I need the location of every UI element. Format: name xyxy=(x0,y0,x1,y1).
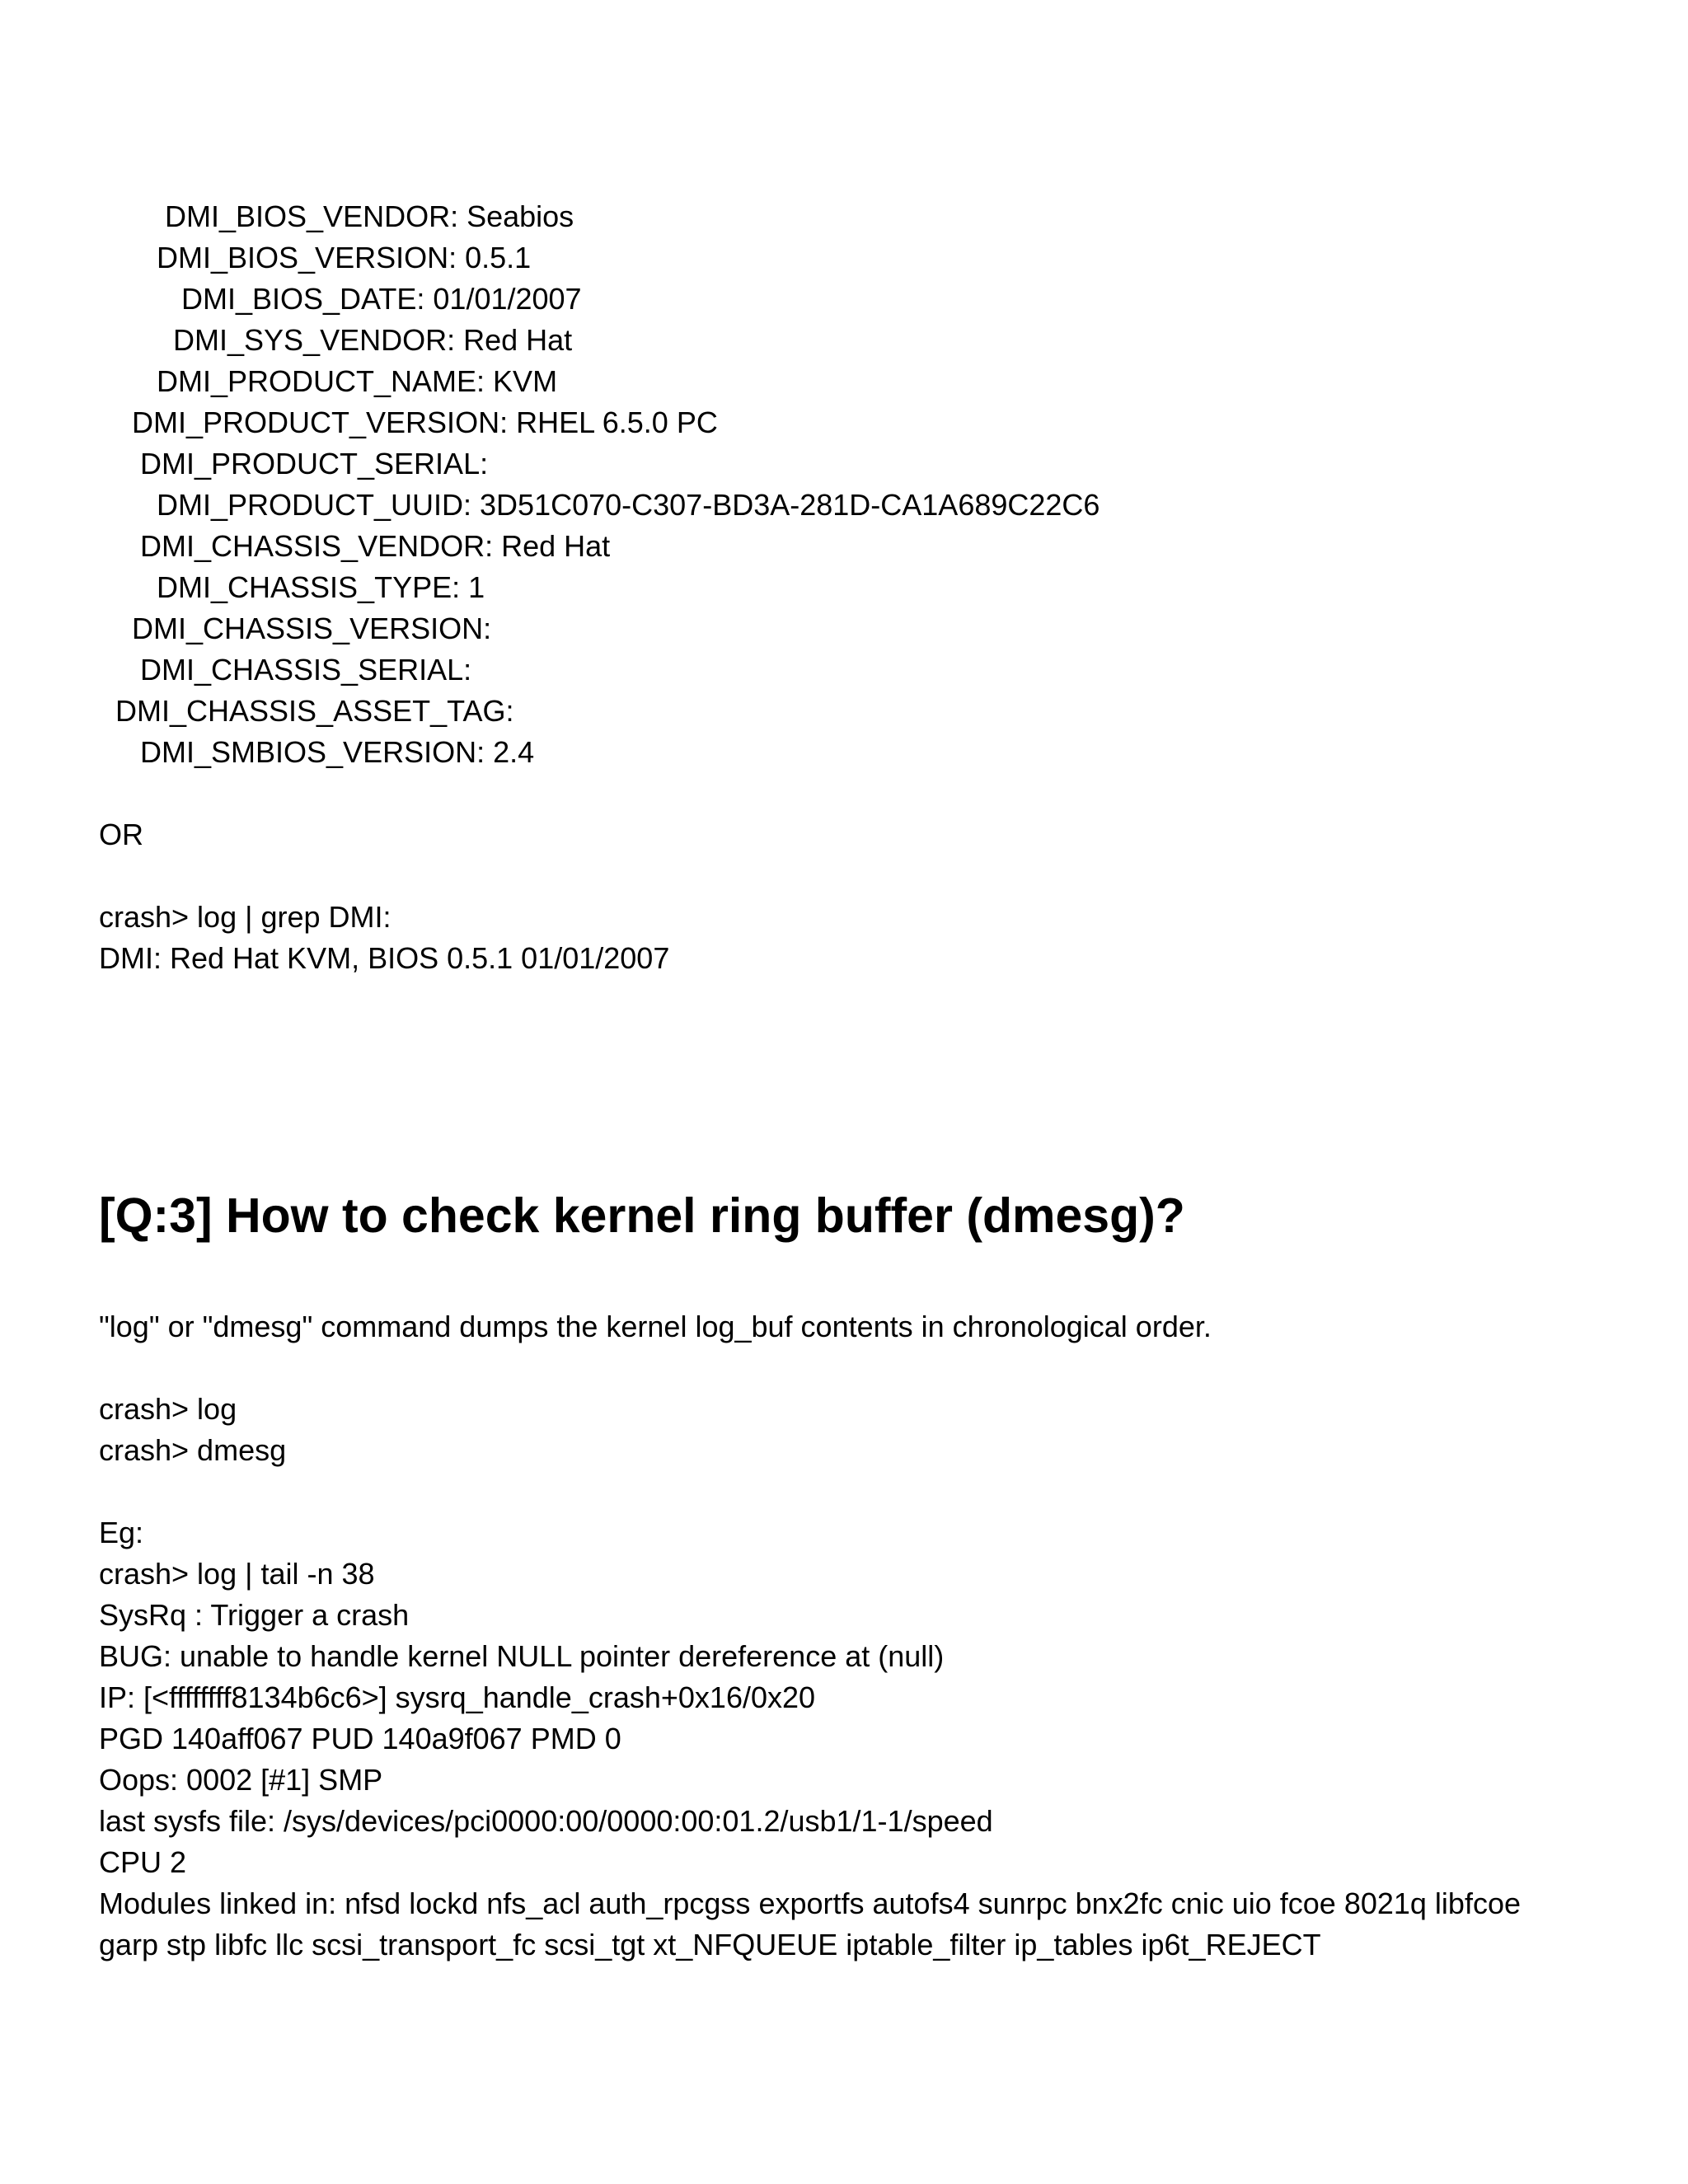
example-line: Oops: 0002 [#1] SMP xyxy=(99,1763,383,1797)
section-heading: [Q:3] How to check kernel ring buffer (dmesg)? xyxy=(99,1188,1185,1243)
dmi-line: DMI_CHASSIS_SERIAL: xyxy=(140,653,472,687)
dmi-line: DMI_PRODUCT_UUID: 3D51C070-C307-BD3A-281D-CA1A689C22C6 xyxy=(157,488,1100,522)
example-line: CPU 2 xyxy=(99,1845,187,1879)
command-line: crash> log xyxy=(99,1392,237,1426)
dmi-line: DMI_CHASSIS_ASSET_TAG: xyxy=(115,694,514,728)
dmi-line: DMI_PRODUCT_NAME: KVM xyxy=(157,364,558,398)
grep-command: crash> log | grep DMI: xyxy=(99,900,392,934)
command-line: crash> dmesg xyxy=(99,1433,287,1467)
example-line: BUG: unable to handle kernel NULL pointer dereference at (null) xyxy=(99,1639,945,1673)
example-line: last sysfs file: /sys/devices/pci0000:00/0000:00:01.2/usb1/1-1/speed xyxy=(99,1804,993,1838)
dmi-line: DMI_SMBIOS_VERSION: 2.4 xyxy=(140,735,535,769)
dmi-line: DMI_PRODUCT_VERSION: RHEL 6.5.0 PC xyxy=(132,405,718,439)
dmi-line: DMI_CHASSIS_TYPE: 1 xyxy=(157,570,485,604)
dmi-line: DMI_CHASSIS_VERSION: xyxy=(132,612,492,645)
example-line: crash> log | tail -n 38 xyxy=(99,1557,375,1591)
dmi-line: DMI_PRODUCT_SERIAL: xyxy=(140,447,489,480)
example-line: Modules linked in: nfsd lockd nfs_acl auth_rpcgss exportfs autofs4 sunrpc bnx2fc cnic uio fcoe 8021q libfcoe xyxy=(99,1886,1521,1920)
or-separator: OR xyxy=(99,818,143,851)
example-line: PGD 140aff067 PUD 140a9f067 PMD 0 xyxy=(99,1722,621,1755)
dmi-line: DMI_SYS_VENDOR: Red Hat xyxy=(173,323,573,357)
dmi-line: DMI_CHASSIS_VENDOR: Red Hat xyxy=(140,529,611,563)
example-line: Eg: xyxy=(99,1516,144,1549)
dmi-line: DMI_BIOS_DATE: 01/01/2007 xyxy=(181,282,582,316)
dmi-line: DMI_BIOS_VENDOR: Seabios xyxy=(165,199,574,233)
grep-output: DMI: Red Hat KVM, BIOS 0.5.1 01/01/2007 xyxy=(99,941,670,975)
section-intro: "log" or "dmesg" command dumps the kernel log_buf contents in chronological order. xyxy=(99,1310,1212,1343)
example-line: SysRq : Trigger a crash xyxy=(99,1598,410,1632)
example-line: garp stp libfc llc scsi_transport_fc scsi_tgt xt_NFQUEUE iptable_filter ip_tables ip6t_REJECT xyxy=(99,1928,1321,1961)
example-line: IP: [<ffffffff8134b6c6>] sysrq_handle_crash+0x16/0x20 xyxy=(99,1680,816,1714)
dmi-line: DMI_BIOS_VERSION: 0.5.1 xyxy=(157,241,532,274)
